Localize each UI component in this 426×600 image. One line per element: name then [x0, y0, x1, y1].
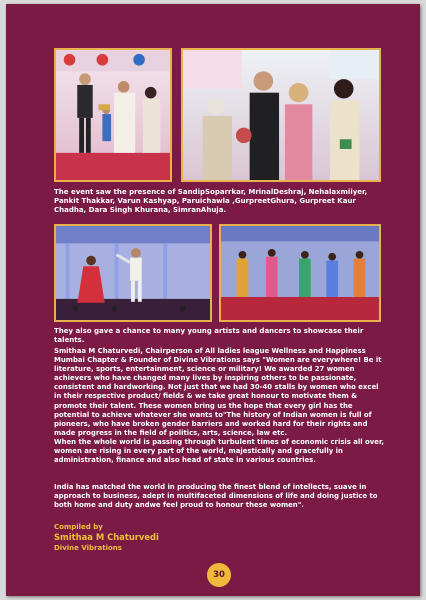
magazine-page — [6, 4, 420, 596]
photo-dance-performance-2 — [219, 224, 381, 322]
body-paragraph-1: Smithaa M Chaturvedi, Chairperson of All ladies league Wellness and Happiness Mumbai Chapter & Founder of Divine Vibrations says "Women are everywhere! Be it literature, sports, entertainment, science or military! We awarded 27 women achievers who have changed many lives by inspiring others to be passionate, consistent and hardworking. Not just that we had 30-40 stalls by women who excel in their respective product/ fields & we take great honour to motivate them & promote their talent. These women bring us the hope that every girl has the potential to achieve whatever she wants to"The history of Indian women is full of pioneers, who have broken gender barriers and worked hard for their rights and made progress in the field of politics, arts, science, law etc. — [54, 347, 382, 437]
body-paragraph-3: India has matched the world in producing the finest blend of intellects, suave in approach to business, adept in multifaceted dimensions of life and doing justice to both home and duty andwe feel proud to honour these women". — [54, 483, 378, 510]
body-paragraph-2: When the whole world is passing through turbulent times of economic crisis all over, women are rising in every part of the world, majestically and gracefully in administration, finance and also head of state in various countries. — [54, 438, 384, 465]
credit-organization: Divine Vibrations — [54, 544, 122, 552]
event-caption: The event saw the presence of SandipSoparrkar, MrinalDeshraj, Nehalaxmiiyer, Pankit Thakkar, Varun Kashyap, Paruichawla ,GurpreetGhura, Gurpreet Kaur Chadha, Dara Singh Khurana, SimranAhuja. — [54, 188, 368, 215]
photo-dance-performance-1 — [54, 224, 212, 322]
page-number-badge: 30 — [207, 563, 231, 587]
credit-author: Smithaa M Chaturvedi — [54, 532, 159, 542]
photo-award-presentation — [54, 48, 172, 182]
credit-label: Compiled by — [54, 523, 103, 531]
photo-group-trophy — [181, 48, 381, 182]
dancers-caption: They also gave a chance to many young artists and dancers to showcase their talents. — [54, 327, 364, 345]
credit-block — [54, 522, 159, 553]
